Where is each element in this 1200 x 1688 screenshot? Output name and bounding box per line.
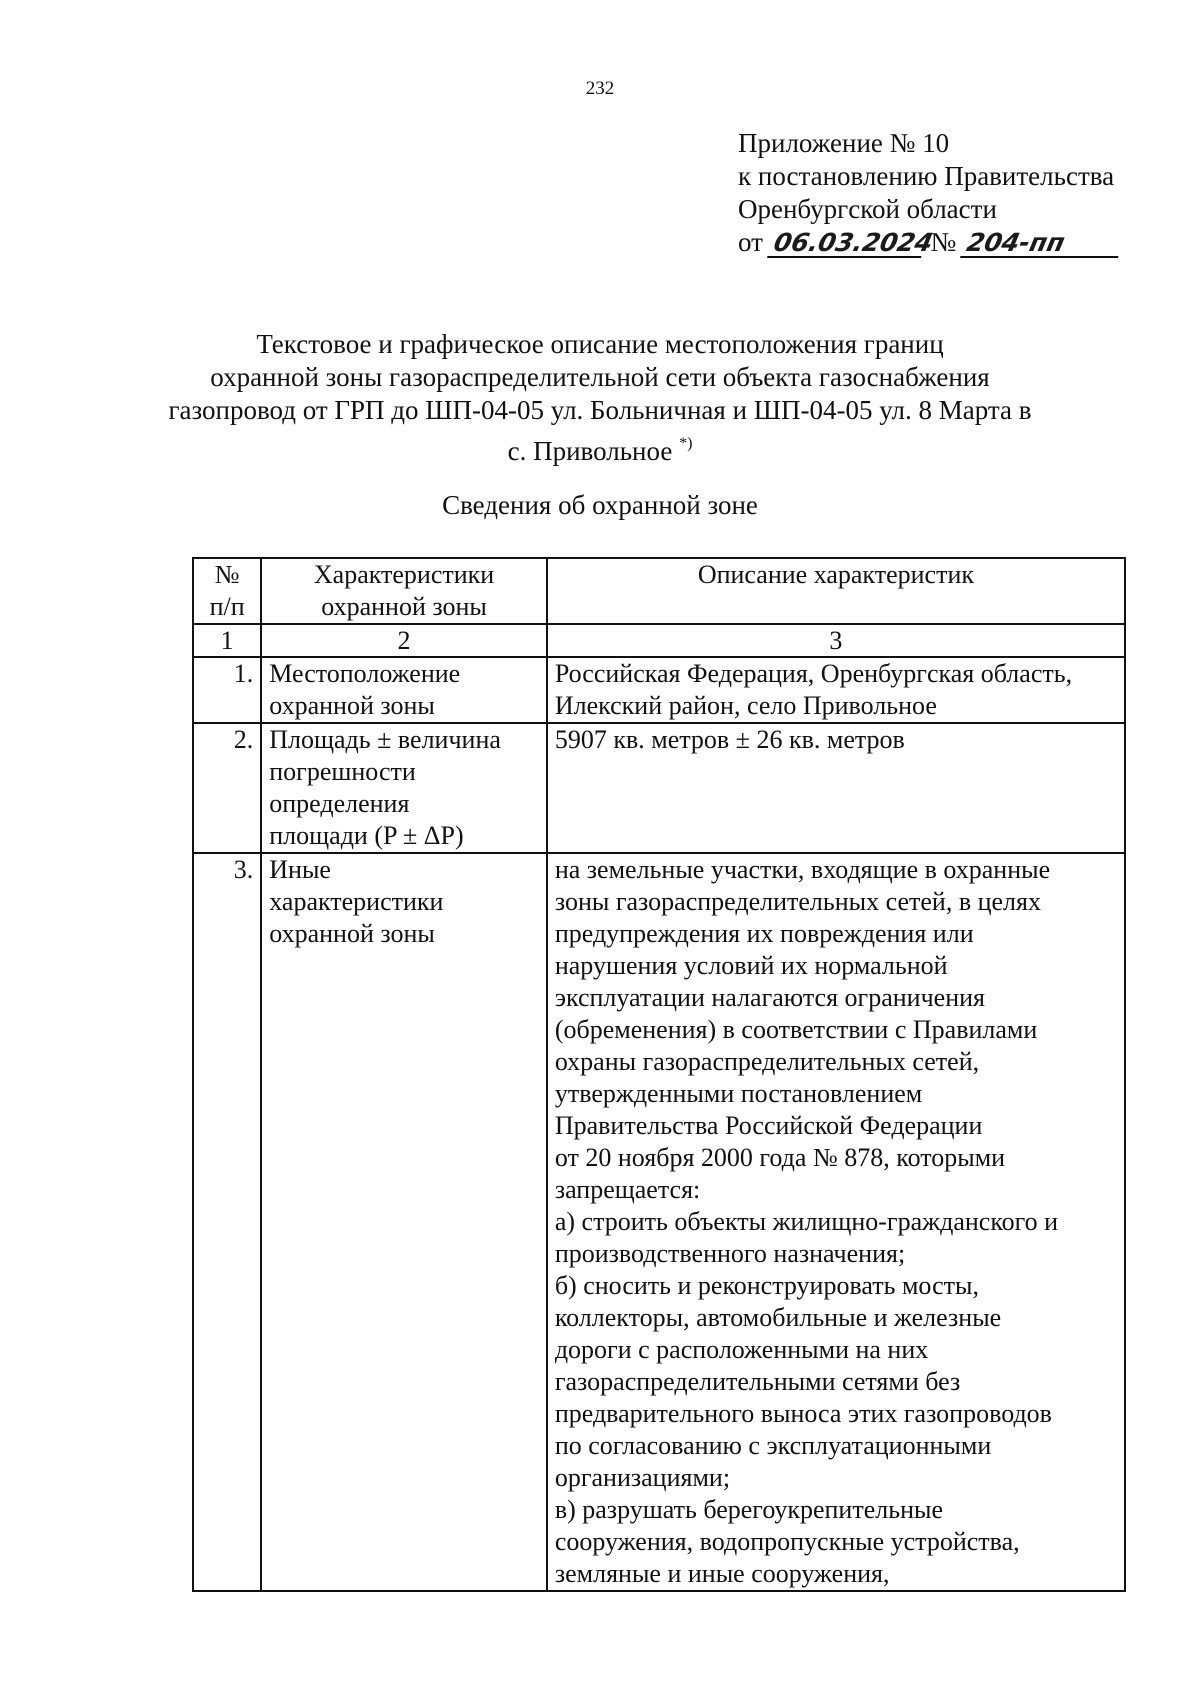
char-line: определения [269,789,410,818]
char-line: Иные [269,855,331,884]
char-line: Площадь ± величина [269,725,501,754]
char-line: характеристики [269,887,444,916]
desc-line: нарушения условий их нормальной [554,951,948,980]
title-line-3: газопровод от ГРП до ШП-04-05 ул. Больничная и ШП-04-05 ул. 8 Марта в [168,395,1032,425]
header-num-line2: п/п [209,592,245,621]
desc-line: дороги с расположенными на них [554,1335,929,1364]
desc-line: земляные и иные сооружения, [554,1559,890,1588]
desc-line: по согласованию с эксплуатационными [554,1431,992,1460]
index-cell: 3 [547,624,1125,657]
page-number: 232 [585,78,615,99]
char-line: площади (P ± ΔP) [269,821,464,850]
header-char-line1: Характеристики [313,560,495,589]
desc-line: эксплуатации налагаются ограничения [554,983,985,1012]
section-title: Сведения об охранной зоне [442,490,758,520]
appendix-decree-line: к постановлению Правительства [738,161,1115,191]
desc-line: предварительного выноса этих газопроводов [554,1399,1052,1428]
handwritten-number: 204-пп [960,230,1124,258]
char-line: погрешности [269,757,416,786]
desc-line: зоны газораспределительных сетей, в целях [554,887,1041,916]
index-cell: 2 [261,624,547,657]
row-characteristic [261,657,547,723]
header-description [547,558,1125,624]
desc-line: газораспределительными сетями без [554,1367,961,1396]
row-description [547,853,1125,1591]
index-cell: 1 [193,624,261,657]
title-line-1: Текстовое и графическое описание местоположения границ [256,329,944,359]
appendix-block [738,127,1121,259]
row-description [547,723,1125,853]
desc-line: б) сносить и реконструировать мосты, [554,1271,979,1300]
desc-line: 5907 кв. метров ± 26 кв. метров [554,725,905,754]
title-village: с. Привольное [507,436,673,466]
table-index-row [193,624,1125,657]
char-line: Местоположение [269,659,461,688]
row-characteristic [261,853,547,1591]
title-line-4 [150,427,1050,468]
desc-line: на земельные участки, входящие в охранные [554,855,1051,884]
footnote-mark: *) [679,435,693,452]
row-number: 1. [193,657,261,723]
table-row [193,853,1125,1591]
from-label: от [738,227,763,257]
desc-line: от 20 ноября 2000 года № 878, которыми [554,1143,1006,1172]
desc-line: в) разрушать берегоукрепительные [554,1495,943,1524]
desc-line: охраны газораспределительных сетей, [554,1047,980,1076]
desc-line: производственного назначения; [554,1239,906,1268]
desc-line: сооружения, водопропускные устройства, [554,1527,1020,1556]
header-desc-text: Описание характеристик [697,560,974,589]
table-header-row [193,558,1125,624]
header-num [193,558,261,624]
row-description [547,657,1125,723]
table-row [193,723,1125,853]
number-label: № [930,227,957,257]
table-row [193,657,1125,723]
row-characteristic [261,723,547,853]
appendix-region-line: Оренбургской области [738,194,997,224]
desc-line: организациями; [554,1463,731,1492]
desc-line: утвержденными постановлением [554,1079,923,1108]
header-num-line1: № [214,560,240,589]
row-number: 3. [193,853,261,1591]
document-title [150,328,1050,468]
desc-line: предупреждения их повреждения или [554,919,974,948]
protected-zone-table [192,557,1126,1592]
desc-line: запрещается: [554,1175,701,1204]
char-line: охранной зоны [269,691,435,720]
desc-line: коллекторы, автомобильные и железные [554,1303,1002,1332]
header-characteristics [261,558,547,624]
desc-line: Российская Федерация, Оренбургская область, [554,659,1073,688]
title-line-2: охранной зоны газораспределительной сети объекта газоснабжения [210,362,990,392]
desc-line: Илекский район, село Привольное [554,691,937,720]
char-line: охранной зоны [269,919,435,948]
handwritten-date: 06.03.2024 [767,230,927,258]
appendix-title: Приложение № 10 [738,128,950,158]
desc-line: (обременения) в соответствии с Правилами [554,1015,1038,1044]
header-char-line2: охранной зоны [321,592,487,621]
appendix-date-line [738,226,1121,259]
desc-line: Правительства Российской Федерации [554,1111,983,1140]
desc-line: а) строить объекты жилищно-гражданского и [554,1207,1059,1236]
row-number: 2. [193,723,261,853]
